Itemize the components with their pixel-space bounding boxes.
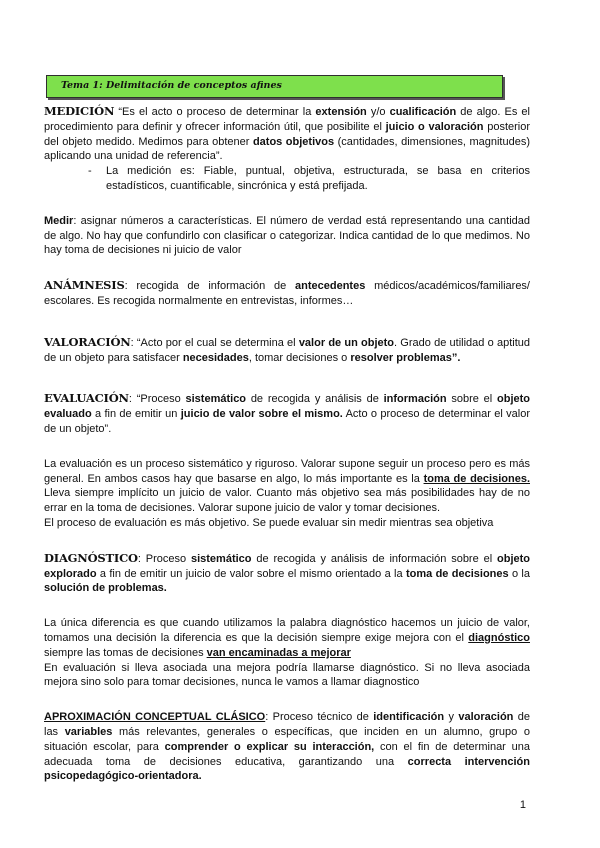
diferencia-line-2: En evaluación si lleva asociada una mejora podría llamarse diagnóstico. Si no lleva asociada mejora sino solo para tomar decisiones, nunca le vamos a llamar diagnostico <box>44 661 530 689</box>
aproximacion-text-3: de las <box>44 711 530 738</box>
document-body <box>44 104 530 784</box>
diagnostico-bold-1: sistemático <box>190 552 252 565</box>
topic-header <box>46 75 503 98</box>
valoracion-text-3: , tomar decisiones o <box>248 351 351 364</box>
medir-term: Medir <box>44 214 74 227</box>
aproximacion-bold-2: valoración <box>458 711 514 724</box>
evaluacion-detail-line-2: El proceso de evaluación es más objetivo. Se puede evaluar sin medir mientras sea objetiva <box>44 516 494 529</box>
anamnesis-text-2: médicos/académicos/familiares/ escolares. Es recogida normalmente en entrevistas, informes… <box>44 280 530 307</box>
aproximacion-bold-1: identificación <box>373 711 445 724</box>
medicion-term: MEDICIÓN <box>44 104 115 118</box>
medicion-bold-1: extensión <box>315 106 367 118</box>
diferencia-underline-2: van encaminadas a mejorar <box>206 646 351 659</box>
valoracion-text-1: : “Acto por el cual se determina el <box>130 336 299 349</box>
medir-paragraph <box>44 214 530 258</box>
evaluacion-bold-3: objeto evaluado <box>44 393 531 421</box>
evaluacion-text-5: Acto o proceso de determinar el valor de un objeto”. <box>44 408 531 435</box>
diagnostico-bold-2: objeto explorado <box>44 552 530 580</box>
aproximacion-text-5: con el fin de determinar una adecuada toma de decisiones educativa, garantizando una <box>44 740 530 768</box>
evaluacion-bold-4: juicio de valor sobre el mismo. <box>180 408 343 421</box>
anamnesis-text-1: : recogida de información de <box>124 280 296 293</box>
medicion-list <box>44 164 530 194</box>
evaluacion-detail-underline: toma de decisiones. <box>423 472 530 485</box>
diagnostico-text-4: o la <box>508 567 530 580</box>
evaluacion-text-3: sobre el <box>446 393 498 406</box>
aproximacion-paragraph <box>44 710 530 784</box>
diferencia-text-2: siempre las tomas de decisiones <box>44 646 207 659</box>
evaluacion-detail-paragraph <box>44 457 530 516</box>
valoracion-bold-3: resolver problemas”. <box>350 351 461 364</box>
aproximacion-text-4: más relevantes, generales o específicas, que inciden en un alumno, grupo o situación escolar, para <box>44 725 530 753</box>
medicion-text-3: de algo. Es el procedimiento para definir y ofrecer información útil, que posibilite el <box>44 106 530 133</box>
anamnesis-term: ANÁMNESIS <box>44 278 125 293</box>
medicion-text-1: “Es el acto o proceso de determinar la <box>114 106 316 118</box>
evaluacion-term: EVALUACIÓN <box>44 391 129 406</box>
evaluacion-bold-1: sistemático <box>185 393 247 406</box>
valoracion-paragraph <box>44 335 530 366</box>
medicion-bullet: - La medición es: Fiable, puntual, objetiva, estructurada, se basa en criterios estadísticos, cuantificable, sincrónica y está prefijada. <box>106 164 530 194</box>
diagnostico-term: DIAGNÓSTICO <box>44 550 138 565</box>
diagnostico-bold-4: solución de problemas. <box>44 582 167 595</box>
anamnesis-bold-1: antecedentes <box>295 280 366 293</box>
medicion-bold-4: datos objetivos <box>252 135 335 148</box>
evaluacion-text-4: a fin de emitir un <box>91 408 181 421</box>
medicion-text-5: (cantidades, dimensiones, magnitudes) aplicando una unidad de referencia”. <box>44 135 530 163</box>
valoracion-bold-2: necesidades <box>182 351 249 364</box>
evaluacion-detail-text-1: La evaluación es un proceso sistemático y riguroso. Valorar supone seguir un proceso pero es más general. En ambos casos hay que basarse en algo, lo más importante es la <box>44 457 530 485</box>
diagnostico-paragraph <box>44 551 530 596</box>
medicion-text-2: y/o <box>366 106 390 118</box>
valoracion-bold-1: valor de un objeto <box>298 336 395 349</box>
valoracion-text-2: . Grado de utilidad o aptitud de un objeto para satisfacer <box>44 336 530 364</box>
valoracion-term: VALORACIÓN <box>44 334 131 349</box>
aproximacion-bold-3: variables <box>64 725 113 738</box>
topic-title: Tema 1: Delimitación de conceptos afines <box>61 80 282 91</box>
diagnostico-text-3: a fin de emitir un juicio de valor sobre el mismo orientado a la <box>96 567 406 580</box>
aproximacion-term: APROXIMACIÓN CONCEPTUAL CLÁSICO <box>44 711 266 724</box>
medicion-bold-2: cualificación <box>389 106 457 118</box>
evaluacion-text-2: de recogida y análisis de <box>246 393 384 406</box>
medicion-text-4: posterior del objeto medido. Medimos para obtener <box>44 120 531 148</box>
anamnesis-paragraph <box>44 278 530 309</box>
diagnostico-text-2: de recogida y análisis de información sobre el <box>251 552 497 565</box>
diagnostico-bold-3: toma de decisiones <box>405 567 509 580</box>
evaluacion-detail-text-2: Lleva siempre implícito un juicio de valor. Cuanto más objetivo sea más posibilidades hay de no errar en la toma de decisiones. Valorar supone juicio de valor y tomar decisiones. <box>44 487 530 515</box>
medir-text: : asignar números a características. El número de verdad está representando una cantidad de algo. No hay que confundirlo con clasificar o categorizar. Indica cantidad de lo que medimos. No hay toma de decisiones ni juicio de valor <box>44 214 530 257</box>
aproximacion-text-1: : Proceso técnico de <box>265 711 374 724</box>
medicion-bold-3: juicio o valoración <box>385 120 484 133</box>
evaluacion-text-1: : “Proceso <box>128 393 186 406</box>
medicion-paragraph <box>44 104 530 164</box>
page-number: 1 <box>519 799 526 811</box>
aproximacion-bold-5: correcta intervención psicopedagógico-orientadora. <box>44 755 530 783</box>
diferencia-text-1: La única diferencia es que cuando utilizamos la palabra diagnóstico hacemos un juicio de valor, tomamos una decisión la diferencia es que la decisión siempre exige mejora con el <box>44 617 530 644</box>
diferencia-underline-1: diagnóstico <box>468 631 530 644</box>
evaluacion-paragraph <box>44 391 530 436</box>
aproximacion-bold-4: comprender o explicar su interacción, <box>164 740 375 753</box>
aproximacion-text-2: y <box>444 711 459 724</box>
diferencia-paragraph <box>44 616 530 660</box>
evaluacion-bold-2: información <box>383 393 447 406</box>
diagnostico-text-1: : Proceso <box>137 552 191 565</box>
